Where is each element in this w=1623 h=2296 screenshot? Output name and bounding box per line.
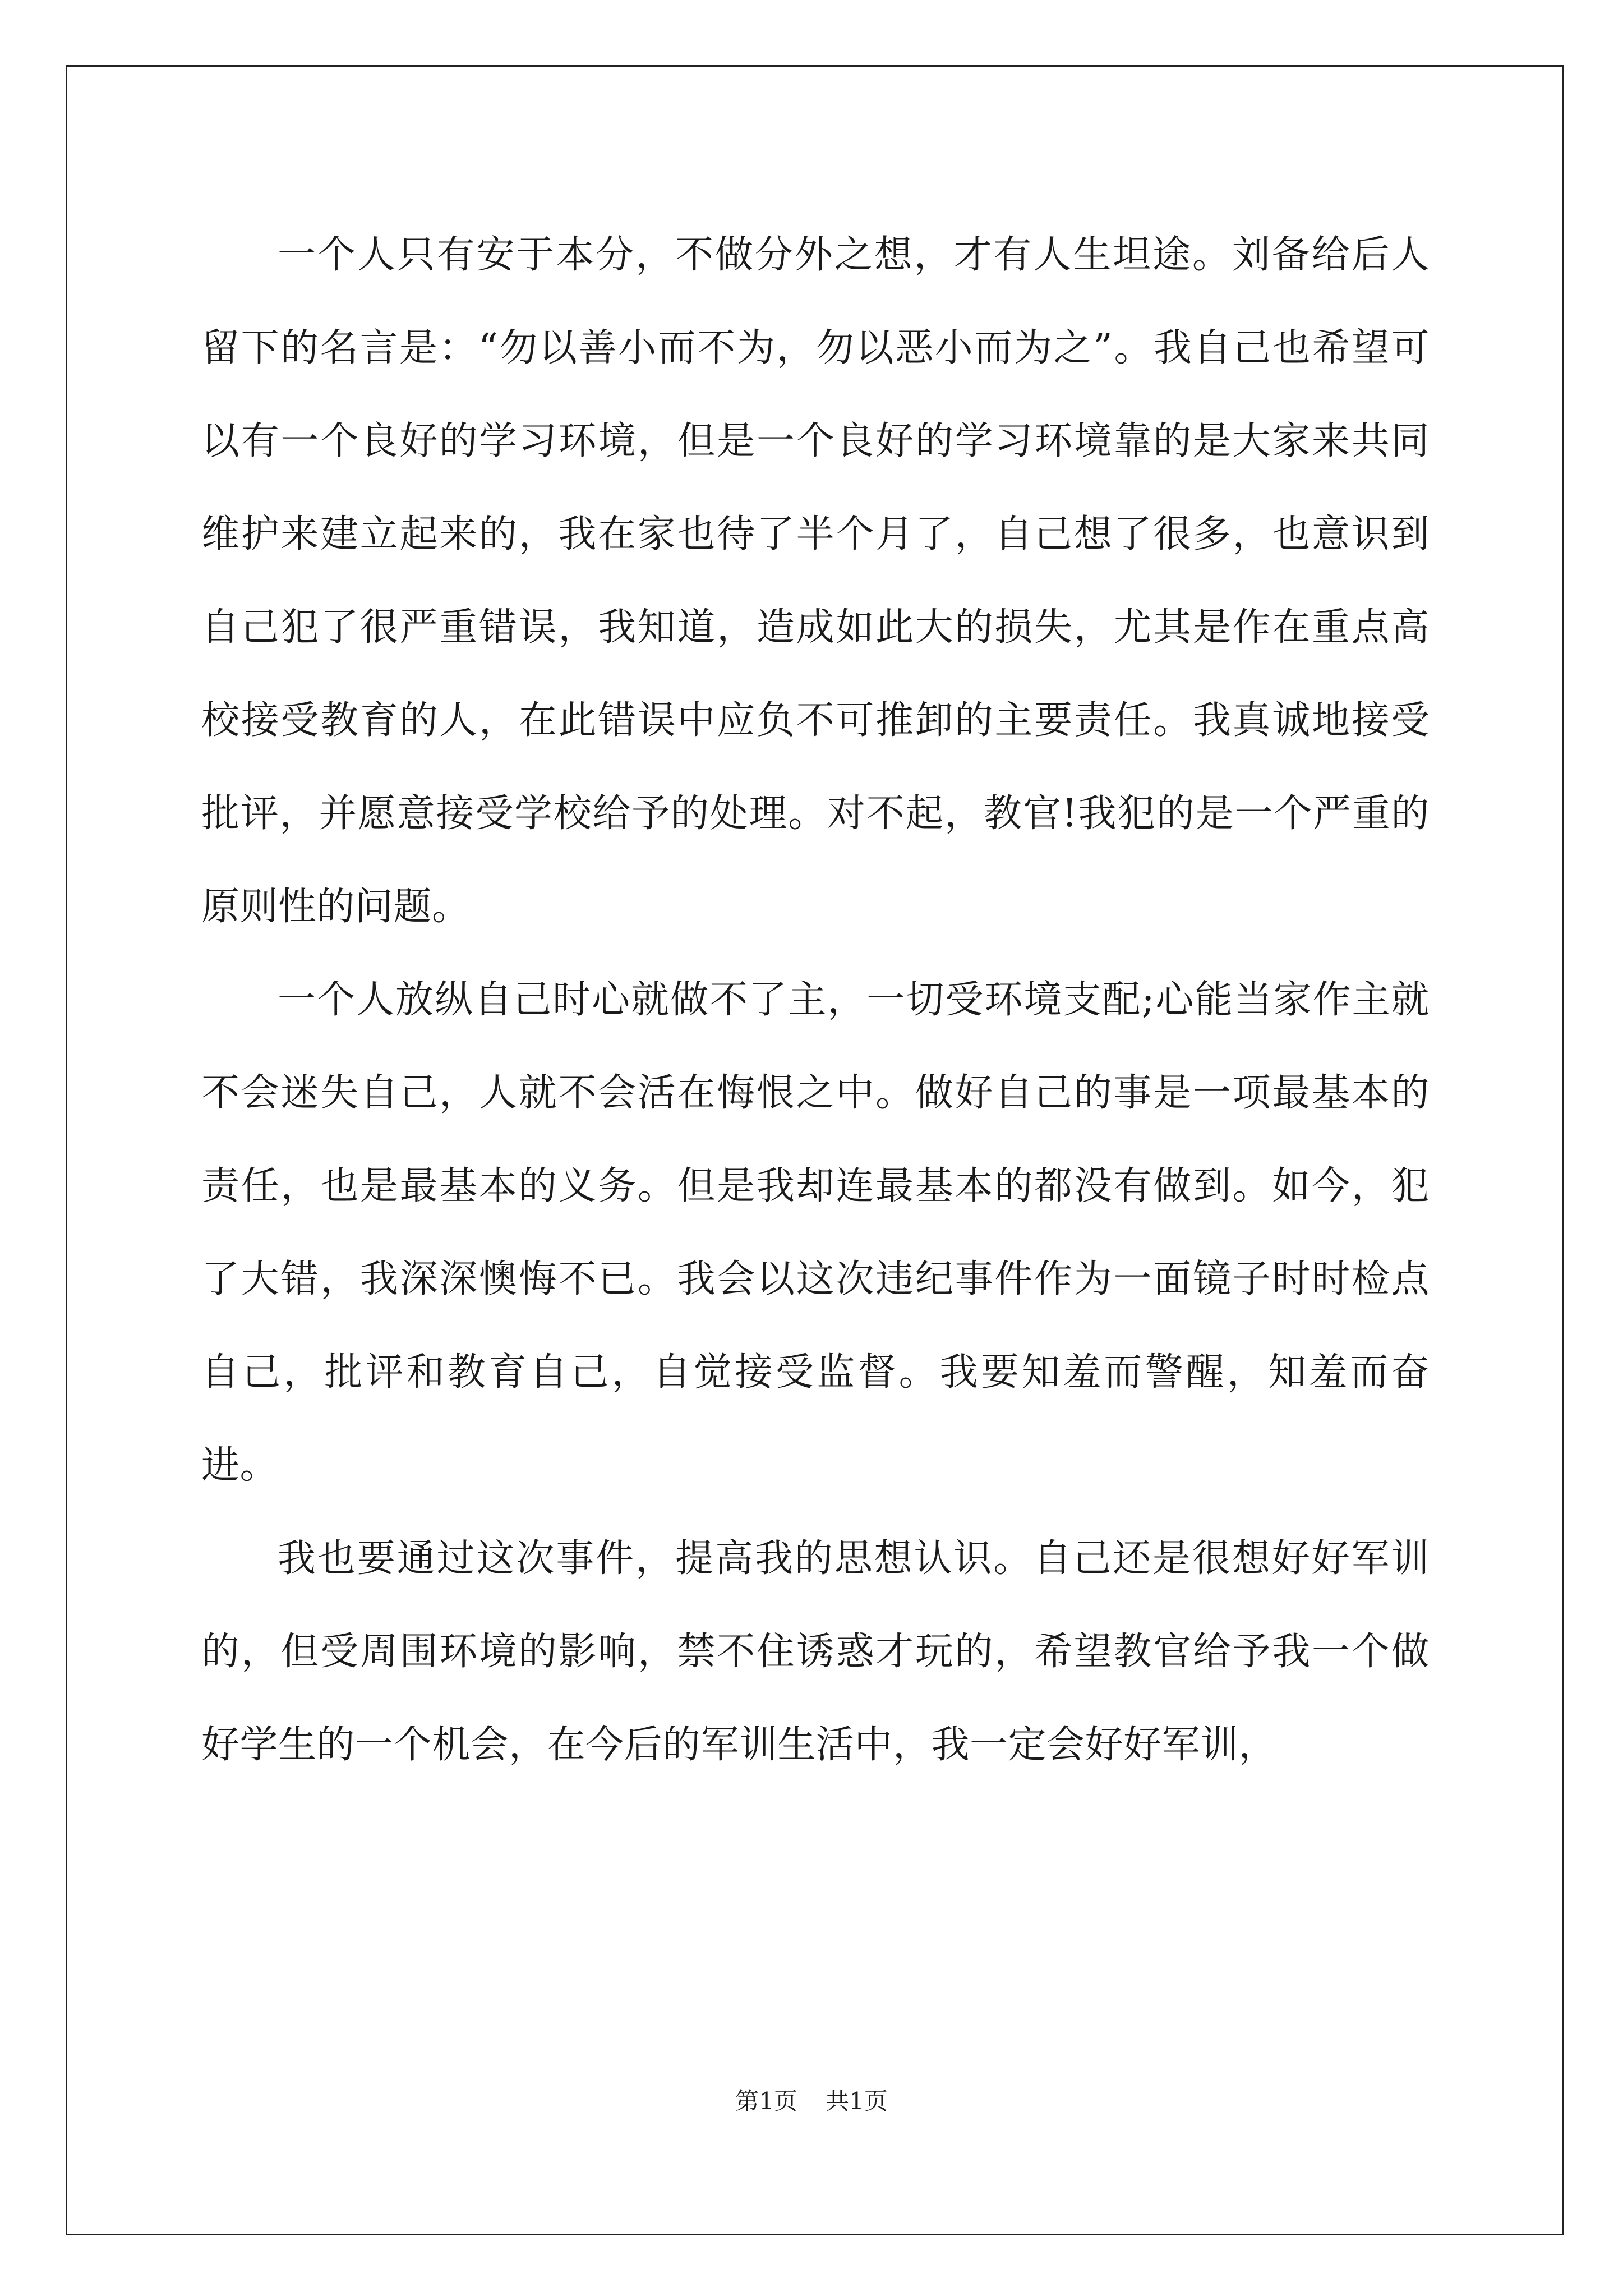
paragraph-3: 我也要通过这次事件，提高我的思想认识。自己还是很想好好军训的，但受周围环境的影响，禁不住诱惑才玩的，希望教官给予我一个做好学生的一个机会，在今后的军训生活中，我一定会好好军训， [201,1536,1430,1767]
paragraph-2: 一个人放纵自己时心就做不了主，一切受环境支配;心能当家作主就不会迷失自己，人就不会活在悔恨之中。做好自己的事是一项最基本的责任，也是最基本的义务。但是我却连最基本的都没有做到。如今，犯了大错，我深深懊悔不已。我会以这次违纪事件作为一面镜子时时检点自己，批评和教育自己，自觉接受监督。我要知羞而警醒，知羞而奋进。 [201,978,1430,1488]
document-body [201,209,1430,1792]
page-total: 共1页 [826,2087,888,2115]
paragraph-1: 一个人只有安于本分，不做分外之想，才有人生坦途。刘备给后人留下的名言是：“勿以善小而不为，勿以恶小而为之”。我自己也希望可以有一个良好的学习环境，但是一个良好的学习环境靠的是大家来共同维护来建立起来的，我在家也待了半个月了，自己想了很多，也意识到自己犯了很严重错误，我知道，造成如此大的损失，尤其是作在重点高校接受教育的人，在此错误中应负不可推卸的主要责任。我真诚地接受批评，并愿意接受学校给予的处理。对不起，教官!我犯的是一个严重的原则性的问题。 [201,233,1430,929]
page-footer [0,2085,1623,2118]
page-number: 第1页 [735,2087,797,2115]
